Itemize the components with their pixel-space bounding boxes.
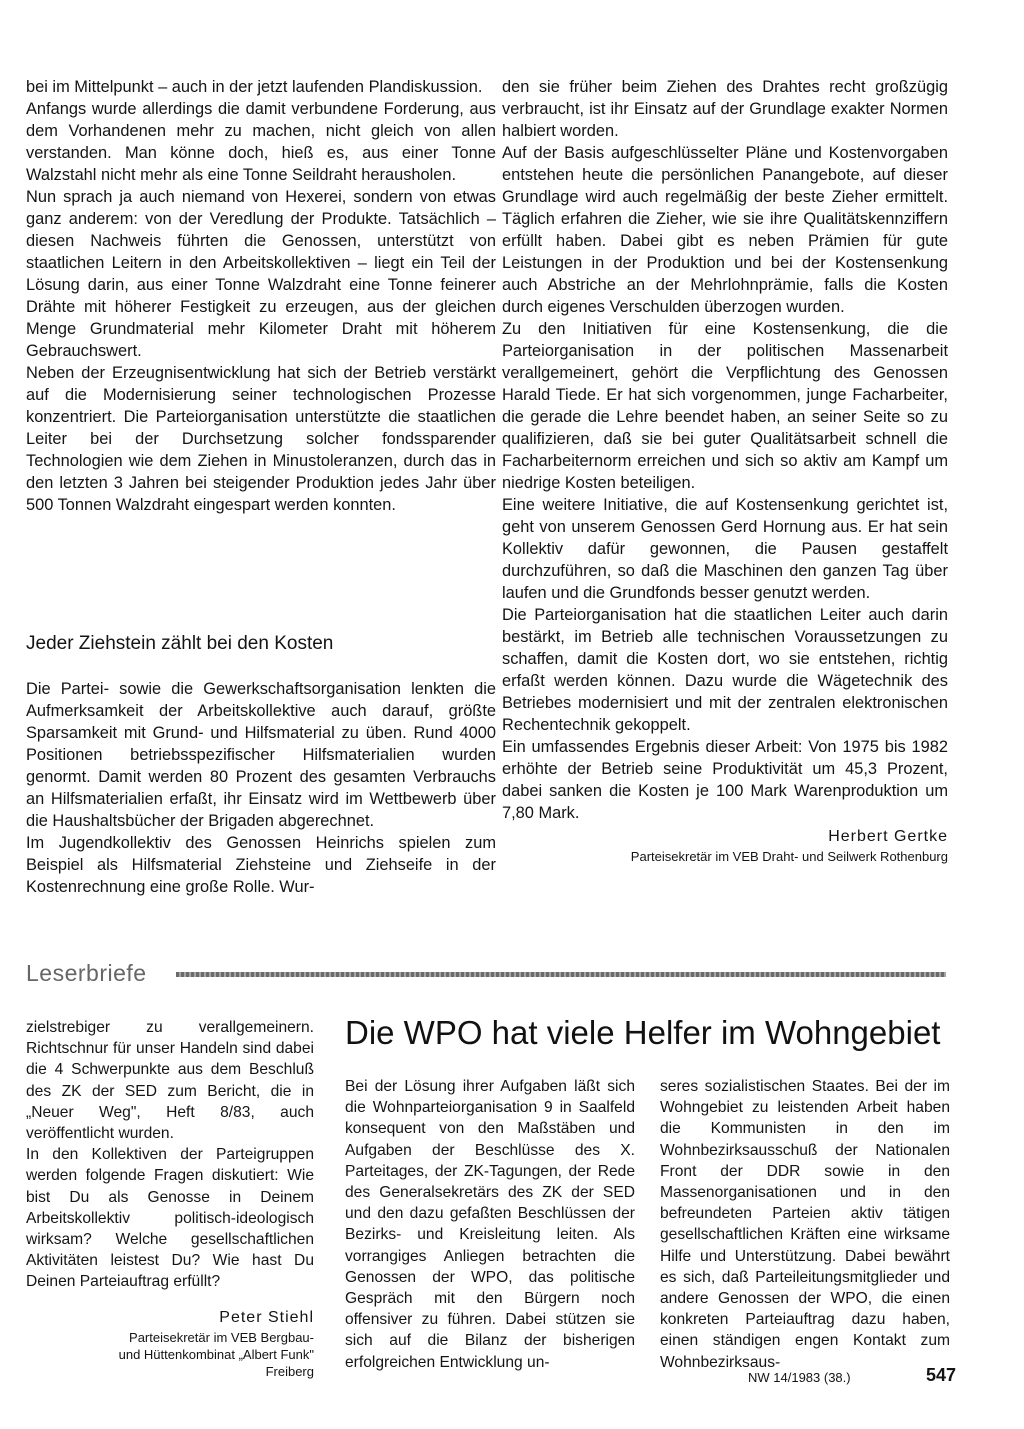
author-role: Parteisekretär im VEB Bergbau- und Hüttenkombinat „Albert Funk" Freiberg xyxy=(118,1329,314,1379)
paragraph: Zu den Initiativen für eine Kostensenkung, die die Parteiorganisation in der politischen Massenarbeit verallgemeinert, gehört die Verpflichtung des Genossen Harald Tiede. Er hat sich vorgenommen, junge Facharbeiter, die gerade die Lehre beendet haben, an seiner Seite so zu qualifizieren, daß sie bei guter Qualitätsarbeit schnell die Facharbeiternorm erreichen und sich so aktiv am Kampf um niedrige Kosten beteiligen. xyxy=(502,320,948,492)
paragraph: Die Partei- sowie die Gewerkschaftsorganisation lenkten die Aufmerksamkeit der Arbeitskollektive auch darauf, größte Sparsamkeit mit Grund- und Hilfsmaterial zu üben. Rund 4000 Positionen betriebsspezifischer Hilfsmaterialien wurden genormt. Damit werden 80 Prozent des gesamten Verbrauchs an Hilfsmaterialien erfaßt, ihr Einsatz wird im Wettbewerb über die Haushaltsbücher der Brigaden abgerechnet. xyxy=(26,680,496,830)
article-left-column-2 xyxy=(26,678,496,898)
issue-reference: NW 14/1983 (38.) xyxy=(748,1370,851,1385)
paragraph: Bei der Lösung ihrer Aufgaben läßt sich die Wohnparteiorganisation 9 in Saalfeld konsequent von den Maßstäben und Aufgaben der Beschlüsse des X. Parteitages, der ZK-Tagungen, der Rede des Generalsekretärs des ZK der SED und den dazu gefaßten Beschlüssen der Bezirks- und Kreisleitung leiten. Als vorrangiges Anliegen betrachten die Genossen der WPO, das politische Gespräch mit den Bürgern noch offensiver zu führen. Dabei stützen sie sich auf die Bilanz der bisherigen erfolgreichen Entwicklung un- xyxy=(345,1078,635,1371)
author-name: Herbert Gertke xyxy=(828,828,948,845)
paragraph: Nun sprach ja auch niemand von Hexerei, sondern von etwas ganz anderem: von der Veredlung der Produkte. Tatsächlich – diesen Nachweis führten die Genossen, unterstützt von staatlichen Leitern in den Arbeitskollektiven – liegt ein Teil der Lösung darin, aus einer Tonne Walzdraht eine Tonne feinerer Drähte mit höherer Festigkeit zu erzeugen, aus der gleichen Menge Grundmaterial mehr Kilometer Draht mit höherem Gebrauchswert. xyxy=(26,188,496,360)
paragraph: Anfangs wurde allerdings die damit verbundene Forderung, aus dem Vorhandenen mehr zu machen, nicht gleich von allen verstanden. Man könne doch, hieß es, aus einer Tonne Walzstahl nicht mehr als eine Tonne Seildraht herausholen. xyxy=(26,100,496,184)
letter-column xyxy=(26,1017,314,1380)
paragraph: Auf der Basis aufgeschlüsselter Pläne und Kostenvorgaben entstehen heute die persönlichen Panangebote, auf dieser Grundlage wird auch regelmäßig der beste Zieher ermittelt. Täglich erfahren die Zieher, wie sie ihre Qualitätskennziffern erfüllt haben. Dabei gibt es neben Prämien für gute Leistungen in der Produktion und bei der Kostensenkung auch Abstriche an der Mehrlohnprämie, falls die Kosten durch eigenes Verschulden überzogen wurden. xyxy=(502,144,948,316)
paragraph: Eine weitere Initiative, die auf Kostensenkung gerichtet ist, geht von unserem Genossen Gerd Hornung aus. Er hat sein Kollektiv dafür gewonnen, die Pausen gestaffelt durchzuführen, so daß die Maschinen den ganzen Tag über laufen und die Grundfonds besser genutzt werden. xyxy=(502,496,948,602)
paragraph: Neben der Erzeugnisentwicklung hat sich der Betrieb verstärkt auf die Modernisierung seiner technologischen Prozesse konzentriert. Die Parteiorganisation unterstützte die staatlichen Leiter bei der Durchsetzung solcher fondssparender Technologien wie dem Ziehen in Minustoleranzen, durch das in den letzten 3 Jahren bei steigender Produktion jedes Jahr über 500 Tonnen Walzdraht eingespart werden konnten. xyxy=(26,364,496,514)
article-left-column xyxy=(26,76,496,516)
paragraph: Im Jugendkollektiv des Genossen Heinrichs spielen zum Beispiel als Hilfsmaterial Ziehsteine und Ziehseife in der Kostenrechnung eine große Rolle. Wur- xyxy=(26,834,496,896)
section-label: Leserbriefe xyxy=(26,960,147,986)
paragraph: In den Kollektiven der Parteigruppen werden folgende Fragen diskutiert: Wie bist Du als Genosse in Deinem Arbeitskollektiv politisch-ideologisch wirksam? Welche gesellschaftlichen Aktivitäten leistest Du? Wie hast Du Deinen Parteiauftrag erfüllt? xyxy=(26,1146,314,1291)
paragraph: zielstrebiger zu verallgemeinern. Richtschnur für unser Handeln sind dabei die 4 Schwerpunkte aus dem Beschluß des ZK der SED zum Bericht, die in „Neuer Weg", Heft 8/83, auch veröffentlicht wurden. xyxy=(26,1019,314,1143)
paragraph: Die Parteiorganisation hat die staatlichen Leiter auch darin bestärkt, im Betrieb alle technischen Voraussetzungen zu schaffen, damit die Kosten dort, wo sie entstehen, richtig erfaßt werden können. Dazu wurde die Wägetechnik des Betriebes modernisiert und mit der zentralen elektronischen Rechentechnik gekoppelt. xyxy=(502,606,948,734)
page-number: 547 xyxy=(925,1365,956,1385)
author-name: Peter Stiehl xyxy=(219,1308,314,1326)
paragraph: seres sozialistischen Staates. Bei der im Wohngebiet zu leistenden Arbeit haben die Kommunisten in den im Wohnbezirksausschuß der Nationalen Front der DDR sowie in den Massenorganisationen und in den befreundeten Parteien aktiv tätigen gesellschaftlichen Kräften eine wirksame Hilfe und Unterstützung. Dabei bewährt es sich, daß Parteileitungsmitglieder und andere Genossen der WPO, die einen konkreten Parteiauftrag dazu haben, einen ständigen engen Kontakt zum Wohnbezirksaus- xyxy=(660,1078,950,1371)
article-subheading: Jeder Ziehstein zählt bei den Kosten xyxy=(26,633,334,654)
letter-headline: Die WPO hat viele Helfer im Wohngebiet xyxy=(345,1014,941,1051)
paragraph: Ein umfassendes Ergebnis dieser Arbeit: Von 1975 bis 1982 erhöhte der Betrieb seine Produktivität um 45,3 Prozent, dabei sanken die Kosten je 100 Mark Warenproduktion um 7,80 Mark. xyxy=(502,738,948,822)
section-divider xyxy=(176,972,946,977)
paragraph: bei im Mittelpunkt – auch in der jetzt laufenden Plandiskussion. xyxy=(26,78,483,96)
letter-column xyxy=(660,1076,950,1373)
author-role: Parteisekretär im VEB Draht- und Seilwerk Rothenburg xyxy=(630,849,948,864)
letter-column xyxy=(345,1076,635,1373)
paragraph: den sie früher beim Ziehen des Drahtes recht großzügig verbraucht, ist ihr Einsatz auf der Grundlage exakter Normen halbiert worden. xyxy=(502,78,948,140)
article-right-column xyxy=(502,76,948,865)
